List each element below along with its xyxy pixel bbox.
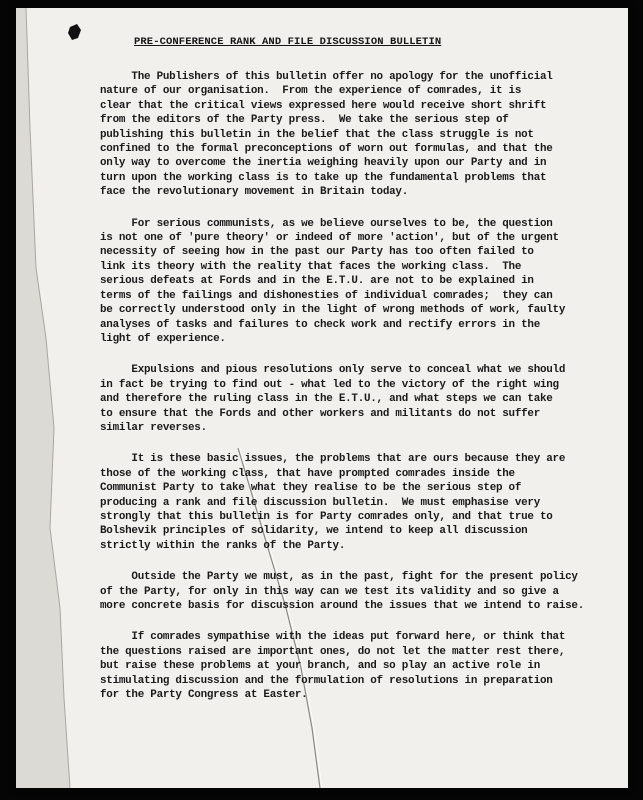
torn-left-edge <box>16 8 76 788</box>
paragraph-1: The Publishers of this bulletin offer no apology for the unofficial nature of our organisation. From the experience of comrades, it is clear that the critical views expressed here would receive short shrift from the editors of the Party press. We take the serious step of publishing this bulletin in the belief that the class struggle is not confined to the formal preconceptions of worn out formulas, and that the only way to overcome the inertia weighing heavily upon our Party and in turn upon the working class is to take up the fundamental problems that face the revolutionary movement in Britain today. <box>100 71 553 199</box>
paragraph-4: It is these basic issues, the problems that are ours because they are those of the working class, that have prompted comrades inside the Communist Party to take what they realise to be the serious step of producing a rank and file discussion bulletin. We must emphasise very strongly that this bulletin is for Party comrades only, and that true to Bolshevik principles of solidarity, we intend to keep all discussion strictly within the ranks of the Party. <box>100 453 566 552</box>
bulletin-body <box>100 70 614 719</box>
ink-blot-mark <box>68 24 82 40</box>
typed-sheet <box>16 8 628 788</box>
paragraph-6: If comrades sympathise with the ideas put forward here, or think that the questions raised are important ones, do not let the matter rest there, but raise these problems at your branch, and so play an active role in stimulating discussion and the formulation of resolutions in preparation for the Party Congress at Easter. <box>100 631 566 702</box>
paragraph-5: Outside the Party we must, as in the past, fight for the present policy of the Party, for only in this way can we test its validity and so give a more concrete basis for discussion around the issues that we intend to raise. <box>100 571 584 612</box>
paragraph-3: Expulsions and pious resolutions only serve to conceal what we should in fact be trying to find out - what led to the victory of the right wing and therefore the ruling class in the E.T.U., and what steps we can take to ensure that the Fords and other workers and militants do not suffer similar reverses. <box>100 364 566 434</box>
bulletin-title: PRE-CONFERENCE RANK AND FILE DISCUSSION BULLETIN <box>134 36 442 48</box>
paragraph-2: For serious communists, as we believe ourselves to be, the question is not one of 'pure theory' or indeed of more 'action', but of the urgent necessity of seeing how in the past our Party has too often failed to link its theory with the reality that faces the working class. The serious defeats at Fords and in the E.T.U. are not to be explained in terms of the failings and dishonesties of individual comrades; they can be correctly understood only in the light of wrong methods of work, faulty analyses of tasks and failures to check work and rectify errors in the light of experience. <box>100 217 566 345</box>
